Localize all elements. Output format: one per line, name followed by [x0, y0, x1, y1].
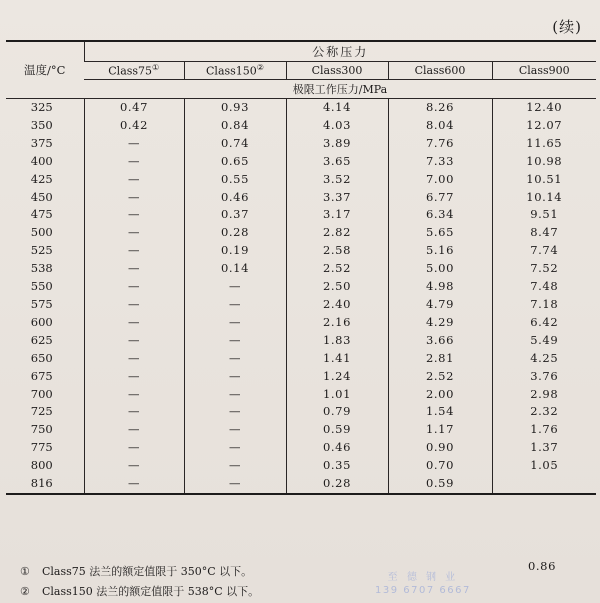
pressure-cell: 2.40 [286, 296, 388, 314]
last-class900-value: 0.86 [528, 559, 557, 573]
pressure-cell: — [84, 135, 184, 153]
pressure-cell: 7.48 [492, 278, 596, 296]
temperature-cell: 650 [30, 350, 53, 365]
pressure-cell: 3.66 [388, 332, 492, 350]
pressure-cell: — [84, 278, 184, 296]
class-label: Class150 [206, 64, 257, 78]
pressure-cell: — [184, 350, 286, 368]
temperature-cell: 675 [30, 368, 53, 383]
pressure-cell: 3.52 [286, 171, 388, 189]
table-row [6, 224, 596, 242]
pressure-cell: 5.49 [492, 332, 596, 350]
pressure-cell: 4.98 [388, 278, 492, 296]
pressure-cell: — [84, 457, 184, 475]
pressure-cell: 7.76 [388, 135, 492, 153]
temperature-cell: 538 [30, 261, 53, 276]
pressure-cell: 2.58 [286, 242, 388, 260]
pressure-cell: 0.46 [184, 189, 286, 207]
pressure-cell: 7.74 [492, 242, 596, 260]
pressure-cell: 0.35 [286, 457, 388, 475]
pressure-cell: 1.05 [492, 457, 596, 475]
pressure-cell: 3.37 [286, 189, 388, 207]
pressure-cell: — [84, 350, 184, 368]
pressure-cell: — [184, 278, 286, 296]
pressure-cell: 2.16 [286, 314, 388, 332]
footnote-text: Class150 法兰的额定值限于 538°C 以下。 [42, 585, 260, 598]
pressure-cell: 7.18 [492, 296, 596, 314]
temperature-cell: 600 [30, 314, 53, 329]
pressure-cell: 0.28 [184, 224, 286, 242]
temperature-cell: 450 [30, 189, 53, 204]
pressure-cell: 0.14 [184, 260, 286, 278]
temperature-cell: 400 [30, 153, 53, 168]
pressure-cell: 2.32 [492, 403, 596, 421]
pressure-cell: 10.51 [492, 171, 596, 189]
table-row [6, 99, 596, 117]
pressure-cell: 1.01 [286, 386, 388, 404]
temperature-cell: 550 [30, 279, 53, 294]
temperature-cell: 700 [30, 386, 53, 401]
class-header-class900 [492, 62, 596, 80]
table-row [6, 403, 596, 421]
pressure-cell: 0.37 [184, 206, 286, 224]
pressure-cell: 1.54 [388, 403, 492, 421]
table-row [6, 278, 596, 296]
nominal-pressure-header: 公称压力 [84, 41, 596, 62]
pressure-cell: — [84, 242, 184, 260]
pressure-cell: — [184, 421, 286, 439]
pressure-cell: 7.33 [388, 153, 492, 171]
pressure-cell: 1.76 [492, 421, 596, 439]
class-header-class75 [84, 62, 184, 80]
pressure-cell: 0.59 [388, 475, 492, 494]
watermark [375, 571, 471, 597]
table-row [6, 475, 596, 494]
temperature-cell: 475 [30, 207, 53, 222]
working-pressure-unit-header: 极限工作压力/MPa [84, 80, 596, 99]
pressure-cell: — [184, 403, 286, 421]
pressure-cell: 2.81 [388, 350, 492, 368]
table-row [6, 439, 596, 457]
class-label: Class300 [311, 64, 363, 77]
table-row [6, 260, 596, 278]
class-label: Class75 [108, 64, 153, 78]
pressure-cell: 10.14 [492, 189, 596, 207]
pressure-cell: 9.51 [492, 206, 596, 224]
pressure-cell: — [84, 386, 184, 404]
pressure-cell: — [184, 368, 286, 386]
pressure-cell: 3.17 [286, 206, 388, 224]
table-row [6, 350, 596, 368]
pressure-cell: 0.79 [286, 403, 388, 421]
pressure-cell: — [184, 332, 286, 350]
footnote-marker: ② [256, 63, 264, 73]
pressure-cell: — [84, 171, 184, 189]
watermark-name: 至 德 钢 业 [387, 572, 459, 583]
temperature-cell: 500 [30, 225, 53, 240]
temperature-cell: 800 [30, 458, 53, 473]
pressure-cell: — [184, 457, 286, 475]
pressure-cell: — [84, 332, 184, 350]
pressure-cell: 8.47 [492, 224, 596, 242]
pressure-cell: 4.25 [492, 350, 596, 368]
pressure-cell: 2.52 [388, 368, 492, 386]
pressure-cell: 11.65 [492, 135, 596, 153]
table-row [6, 421, 596, 439]
footnote-marker: ① [20, 565, 30, 578]
temperature-cell: 750 [30, 422, 53, 437]
pressure-cell: — [84, 403, 184, 421]
temperature-cell: 525 [30, 243, 53, 258]
continuation-mark: (续) [552, 18, 582, 36]
pressure-cell: — [184, 475, 286, 494]
pressure-cell: — [84, 439, 184, 457]
table-row [6, 386, 596, 404]
temperature-cell: 350 [30, 117, 53, 132]
pressure-cell: 8.04 [388, 117, 492, 135]
pressure-cell: 0.59 [286, 421, 388, 439]
pressure-cell: 1.17 [388, 421, 492, 439]
pressure-cell: 12.40 [492, 99, 596, 117]
table-row [6, 153, 596, 171]
footnote-text: Class75 法兰的额定值限于 350°C 以下。 [42, 565, 253, 578]
pressure-cell: 12.07 [492, 117, 596, 135]
pressure-cell: 0.90 [388, 439, 492, 457]
table-row [6, 457, 596, 475]
pressure-cell: 4.03 [286, 117, 388, 135]
pressure-cell: — [84, 368, 184, 386]
pressure-cell: — [184, 314, 286, 332]
pressure-cell: 7.52 [492, 260, 596, 278]
table-row [6, 189, 596, 207]
pressure-cell: — [184, 439, 286, 457]
pressure-cell: 3.65 [286, 153, 388, 171]
pressure-cell: 0.93 [184, 99, 286, 117]
pressure-cell: — [84, 189, 184, 207]
footnote [20, 582, 259, 602]
watermark-phone: 139 6707 6667 [375, 585, 471, 596]
pressure-cell: 0.19 [184, 242, 286, 260]
pressure-cell: 8.26 [388, 99, 492, 117]
temperature-cell: 625 [30, 332, 53, 347]
pressure-cell: 0.47 [84, 99, 184, 117]
pressure-cell: 1.41 [286, 350, 388, 368]
table-row [6, 242, 596, 260]
footnotes [20, 562, 259, 602]
class-header-class300 [286, 62, 388, 80]
footnote-marker: ② [20, 585, 30, 598]
pressure-cell: 2.50 [286, 278, 388, 296]
pressure-cell: — [84, 260, 184, 278]
class-header-class600 [388, 62, 492, 80]
table-row [6, 117, 596, 135]
pressure-cell: 0.55 [184, 171, 286, 189]
pressure-cell: 0.28 [286, 475, 388, 494]
pressure-cell: — [184, 296, 286, 314]
pressure-cell: 0.84 [184, 117, 286, 135]
table-row [6, 332, 596, 350]
pressure-cell: 7.00 [388, 171, 492, 189]
class-header-class150 [184, 62, 286, 80]
pressure-cell: — [84, 224, 184, 242]
pressure-cell: — [84, 206, 184, 224]
pressure-cell: 4.79 [388, 296, 492, 314]
pressure-cell: 2.82 [286, 224, 388, 242]
temperature-cell: 375 [30, 135, 53, 150]
pressure-cell: 6.34 [388, 206, 492, 224]
table-row [6, 206, 596, 224]
pressure-cell: 0.74 [184, 135, 286, 153]
pressure-cell: 2.00 [388, 386, 492, 404]
pressure-cell: — [84, 296, 184, 314]
pressure-cell: 4.14 [286, 99, 388, 117]
pressure-cell: — [84, 153, 184, 171]
temperature-cell: 575 [30, 296, 53, 311]
pressure-cell: 1.24 [286, 368, 388, 386]
pressure-cell: — [84, 421, 184, 439]
temperature-cell: 725 [30, 404, 53, 419]
pressure-cell: 2.98 [492, 386, 596, 404]
pressure-rating-table [6, 40, 596, 495]
pressure-cell: — [84, 475, 184, 494]
pressure-cell: 5.65 [388, 224, 492, 242]
temperature-cell: 425 [30, 171, 53, 186]
pressure-cell: 4.29 [388, 314, 492, 332]
temperature-cell: 325 [30, 100, 53, 114]
footnote-marker: ① [152, 63, 160, 73]
pressure-cell: 3.76 [492, 368, 596, 386]
pressure-cell: 3.89 [286, 135, 388, 153]
pressure-cell: 5.16 [388, 242, 492, 260]
temperature-cell: 775 [30, 440, 53, 455]
table-row [6, 296, 596, 314]
pressure-cell: 0.42 [84, 117, 184, 135]
pressure-cell: 1.37 [492, 439, 596, 457]
pressure-cell: 6.77 [388, 189, 492, 207]
pressure-cell: — [184, 386, 286, 404]
table-row [6, 314, 596, 332]
footnote [20, 562, 259, 582]
pressure-cell: 10.98 [492, 153, 596, 171]
pressure-cell: 6.42 [492, 314, 596, 332]
class-label: Class900 [518, 64, 570, 77]
table-row [6, 135, 596, 153]
pressure-cell: 1.83 [286, 332, 388, 350]
pressure-cell: — [84, 314, 184, 332]
pressure-cell: 0.46 [286, 439, 388, 457]
temperature-header: 温度/°C [6, 41, 84, 99]
pressure-cell: 5.00 [388, 260, 492, 278]
class-label: Class600 [414, 64, 466, 77]
table-row [6, 368, 596, 386]
pressure-cell: 0.65 [184, 153, 286, 171]
temperature-cell: 816 [6, 475, 84, 494]
pressure-cell [492, 475, 596, 494]
table-row [6, 171, 596, 189]
pressure-cell: 0.70 [388, 457, 492, 475]
pressure-cell: 2.52 [286, 260, 388, 278]
